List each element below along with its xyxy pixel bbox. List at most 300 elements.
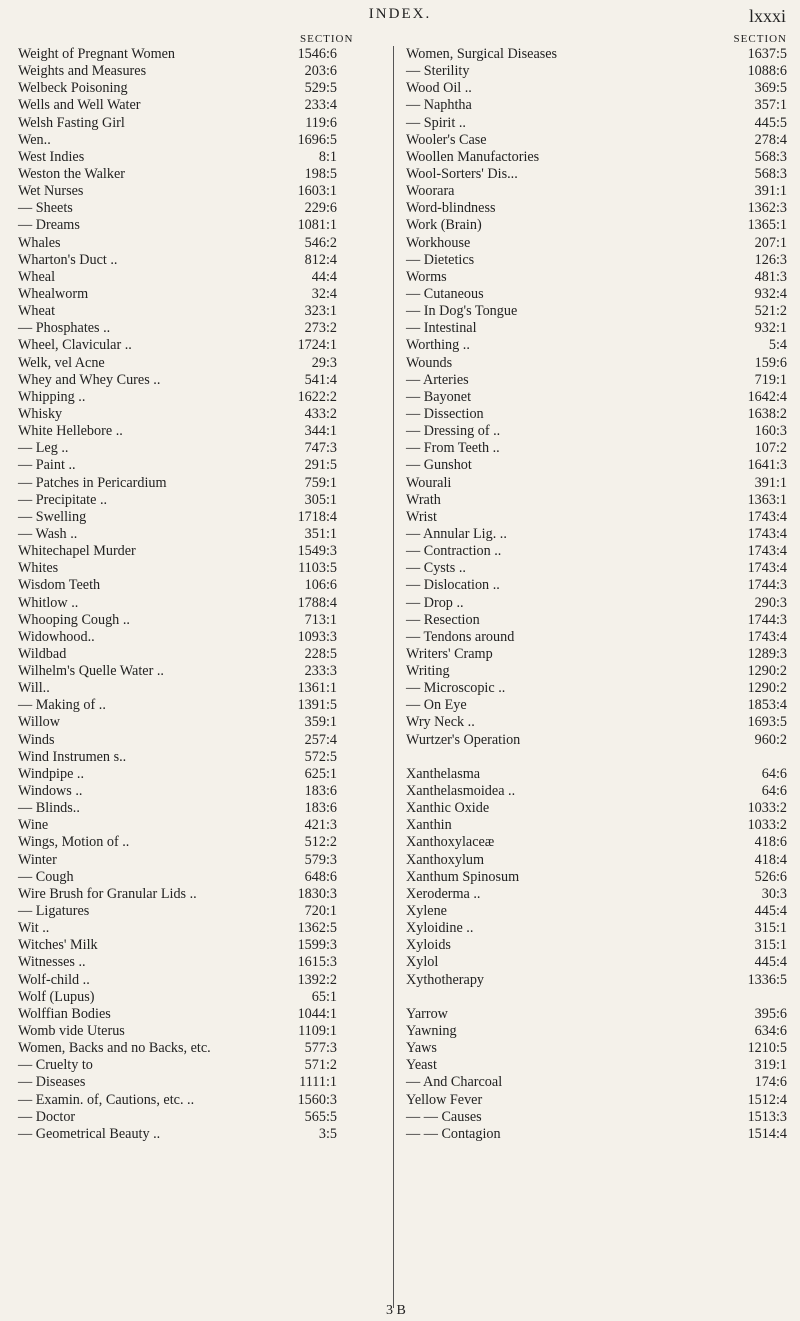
index-entry xyxy=(403,1092,793,1109)
entry-term: — Dietetics xyxy=(406,251,475,268)
index-entry xyxy=(0,475,385,492)
entry-term: — Paint .. xyxy=(18,457,76,474)
entry-term: Writing xyxy=(406,663,450,680)
entry-section-ref: 32:4 xyxy=(311,285,337,302)
index-entry xyxy=(403,269,793,286)
entry-section-ref: 290:3 xyxy=(754,594,787,611)
entry-section-ref: 228:5 xyxy=(304,645,337,662)
index-entry xyxy=(0,1109,385,1126)
entry-section-ref: 1289:3 xyxy=(747,645,787,662)
entry-section-ref: 1033:2 xyxy=(747,817,787,834)
entry-term: — Cruelty to xyxy=(18,1057,93,1074)
entry-term: Xyloidine .. xyxy=(406,920,474,937)
entry-section-ref: 1549:3 xyxy=(297,543,337,560)
entry-section-ref: 1512:4 xyxy=(747,1091,787,1108)
index-entry xyxy=(403,543,793,560)
index-entry xyxy=(0,595,385,612)
entry-term: Yawning xyxy=(406,1023,457,1040)
entry-section-ref: 30:3 xyxy=(761,885,787,902)
index-entry xyxy=(0,406,385,423)
entry-section-ref: 529:5 xyxy=(304,80,337,97)
entry-term: Witches' Milk xyxy=(18,937,98,954)
entry-term: Wire Brush for Granular Lids .. xyxy=(18,885,197,902)
index-entry xyxy=(403,132,793,149)
entry-term: Wolffian Bodies xyxy=(18,1005,111,1022)
entry-term: — Microscopic .. xyxy=(406,680,506,697)
index-entry xyxy=(0,149,385,166)
entry-section-ref: 1638:2 xyxy=(747,405,787,422)
entry-section-ref: 391:1 xyxy=(754,474,787,491)
index-entry xyxy=(403,834,793,851)
index-entry xyxy=(0,1126,385,1143)
entry-term: — — Causes xyxy=(406,1108,482,1125)
index-entry xyxy=(403,577,793,594)
entry-term: Wrist xyxy=(406,508,437,525)
entry-term: White Hellebore .. xyxy=(18,423,123,440)
entry-section-ref: 315:1 xyxy=(754,920,787,937)
entry-term: — Precipitate .. xyxy=(18,491,108,508)
entry-section-ref: 1743:4 xyxy=(747,525,787,542)
entry-section-ref: 183:6 xyxy=(304,800,337,817)
entry-term: Wool-Sorters' Dis... xyxy=(406,165,518,182)
entry-term: — Examin. of, Cautions, etc. .. xyxy=(18,1091,195,1108)
entry-section-ref: 160:3 xyxy=(754,423,787,440)
index-entry xyxy=(403,852,793,869)
index-entry xyxy=(0,1092,385,1109)
entry-section-ref: 344:1 xyxy=(304,423,337,440)
entry-section-ref: 418:4 xyxy=(754,851,787,868)
entry-section-ref: 565:5 xyxy=(304,1108,337,1125)
entry-term: Wine xyxy=(18,817,49,834)
index-entry xyxy=(0,1040,385,1057)
entry-term: Wilhelm's Quelle Water .. xyxy=(18,663,164,680)
entry-section-ref: 1093:3 xyxy=(297,628,337,645)
entry-term: — Wash .. xyxy=(18,525,78,542)
entry-section-ref: 395:6 xyxy=(754,1005,787,1022)
entry-section-ref: 1642:4 xyxy=(747,388,787,405)
index-entry xyxy=(403,766,793,783)
index-entry xyxy=(0,166,385,183)
index-entry xyxy=(403,1023,793,1040)
entry-term: — Dislocation .. xyxy=(406,577,500,594)
entry-section-ref: 1365:1 xyxy=(747,217,787,234)
index-entry xyxy=(403,63,793,80)
entry-term: Whisky xyxy=(18,405,63,422)
section-column-header: SECTION xyxy=(300,33,354,45)
index-entry xyxy=(403,372,793,389)
entry-term: — In Dog's Tongue xyxy=(406,303,518,320)
entry-term: Whealworm xyxy=(18,285,89,302)
entry-section-ref: 391:1 xyxy=(754,183,787,200)
entry-section-ref: 481:3 xyxy=(754,268,787,285)
index-entry xyxy=(0,355,385,372)
entry-term: Wheal xyxy=(18,268,56,285)
entry-section-ref: 1743:4 xyxy=(747,508,787,525)
entry-term: — Naphtha xyxy=(406,97,472,114)
index-entry xyxy=(0,183,385,200)
entry-section-ref: 1718:4 xyxy=(297,508,337,525)
entry-term: — Blinds.. xyxy=(18,800,80,817)
index-entry xyxy=(0,989,385,1006)
entry-term: Yarrow xyxy=(406,1005,448,1022)
entry-section-ref: 1336:5 xyxy=(747,971,787,988)
entry-section-ref: 5:4 xyxy=(768,337,787,354)
index-entry xyxy=(403,97,793,114)
entry-term: Welk, vel Acne xyxy=(18,354,105,371)
entry-section-ref: 546:2 xyxy=(304,234,337,251)
index-entry xyxy=(0,1057,385,1074)
entry-term: — — Contagion xyxy=(406,1125,501,1142)
index-entry xyxy=(0,132,385,149)
index-entry xyxy=(0,200,385,217)
entry-term: Wheat xyxy=(18,303,56,320)
page-number: lxxxi xyxy=(748,6,786,26)
index-entry xyxy=(403,1126,793,1143)
entry-term: Winter xyxy=(18,851,57,868)
entry-term: West Indies xyxy=(18,148,85,165)
index-entry xyxy=(403,1006,793,1023)
entry-section-ref: 526:6 xyxy=(754,868,787,885)
entry-section-ref: 119:6 xyxy=(305,114,337,131)
index-entry xyxy=(0,372,385,389)
index-entry xyxy=(0,903,385,920)
index-entry xyxy=(0,800,385,817)
entry-term: Word-blindness xyxy=(406,200,496,217)
entry-section-ref: 512:2 xyxy=(304,834,337,851)
index-entry xyxy=(403,937,793,954)
index-entry xyxy=(403,972,793,989)
entry-term: Yaws xyxy=(406,1040,437,1057)
entry-section-ref: 1560:3 xyxy=(297,1091,337,1108)
index-entry xyxy=(0,852,385,869)
entry-term: — Doctor xyxy=(18,1108,76,1125)
entry-term: — Ligatures xyxy=(18,903,90,920)
index-entry xyxy=(403,612,793,629)
index-entry xyxy=(0,732,385,749)
index-entry xyxy=(403,697,793,714)
entry-section-ref: 1362:3 xyxy=(747,200,787,217)
entry-section-ref: 1546:6 xyxy=(297,46,337,62)
index-entry xyxy=(0,817,385,834)
index-entry xyxy=(403,115,793,132)
index-entry xyxy=(403,166,793,183)
entry-section-ref: 568:3 xyxy=(754,148,787,165)
index-entry xyxy=(0,97,385,114)
entry-term: — Making of .. xyxy=(18,697,106,714)
index-entry xyxy=(0,492,385,509)
entry-section-ref: 747:3 xyxy=(304,440,337,457)
entry-section-ref: 932:1 xyxy=(754,320,787,337)
entry-term: — Geometrical Beauty .. xyxy=(18,1125,161,1142)
entry-section-ref: 107:2 xyxy=(754,440,787,457)
entry-term: — Spirit .. xyxy=(406,114,466,131)
entry-term: Wood Oil .. xyxy=(406,80,472,97)
index-entry xyxy=(0,1074,385,1091)
index-entry xyxy=(0,457,385,474)
entry-term: Xanthelasmoidea .. xyxy=(406,783,516,800)
entry-term: — Dissection xyxy=(406,405,484,422)
index-entry xyxy=(0,337,385,354)
entry-term: Welsh Fasting Girl xyxy=(18,114,125,131)
index-entry xyxy=(403,406,793,423)
entry-term: Wurtzer's Operation xyxy=(406,731,521,748)
index-entry xyxy=(0,252,385,269)
entry-term: Will.. xyxy=(18,680,50,697)
entry-section-ref: 1044:1 xyxy=(297,1005,337,1022)
entry-section-ref: 568:3 xyxy=(754,165,787,182)
entry-section-ref: 1111:1 xyxy=(299,1074,337,1091)
page-title: INDEX. xyxy=(368,6,432,22)
index-entry xyxy=(403,954,793,971)
entry-section-ref: 577:3 xyxy=(304,1040,337,1057)
entry-section-ref: 315:1 xyxy=(754,937,787,954)
entry-section-ref: 1693:5 xyxy=(747,714,787,731)
entry-section-ref: 1724:1 xyxy=(297,337,337,354)
entry-section-ref: 174:6 xyxy=(754,1074,787,1091)
index-entry xyxy=(0,937,385,954)
entry-section-ref: 233:4 xyxy=(304,97,337,114)
index-entry xyxy=(403,526,793,543)
entry-term: — Annular Lig. .. xyxy=(406,525,507,542)
entry-term: — Cough xyxy=(18,868,74,885)
index-entry xyxy=(0,972,385,989)
entry-section-ref: 257:4 xyxy=(304,731,337,748)
entry-section-ref: 126:3 xyxy=(754,251,787,268)
entry-section-ref: 1622:2 xyxy=(297,388,337,405)
index-entry xyxy=(0,115,385,132)
entry-section-ref: 1109:1 xyxy=(298,1023,337,1040)
index-entry xyxy=(403,252,793,269)
index-entry xyxy=(0,423,385,440)
entry-section-ref: 183:6 xyxy=(304,783,337,800)
index-entry xyxy=(0,389,385,406)
index-entry xyxy=(403,749,793,766)
entry-term: Worms xyxy=(406,268,447,285)
entry-term: Whey and Whey Cures .. xyxy=(18,371,161,388)
entry-section-ref: 106:6 xyxy=(304,577,337,594)
entry-term: Work (Brain) xyxy=(406,217,482,234)
entry-section-ref: 1637:5 xyxy=(747,46,787,62)
entry-section-ref: 1853:4 xyxy=(747,697,787,714)
entry-section-ref: 1514:4 xyxy=(747,1125,787,1142)
index-entry xyxy=(403,80,793,97)
index-entry xyxy=(0,646,385,663)
index-entry xyxy=(0,834,385,851)
entry-term: Wolf-child .. xyxy=(18,971,90,988)
entry-term: Whitlow .. xyxy=(18,594,79,611)
entry-section-ref: 29:3 xyxy=(311,354,337,371)
entry-term: — On Eye xyxy=(406,697,467,714)
entry-term: Wry Neck .. xyxy=(406,714,475,731)
entry-section-ref: 1290:2 xyxy=(747,680,787,697)
entry-section-ref: 1513:3 xyxy=(747,1108,787,1125)
entry-list xyxy=(0,46,385,1143)
entry-section-ref: 421:3 xyxy=(304,817,337,834)
index-entry xyxy=(403,200,793,217)
index-entry xyxy=(403,509,793,526)
entry-term: Whipping .. xyxy=(18,388,86,405)
index-entry xyxy=(403,440,793,457)
entry-term: Women, Surgical Diseases xyxy=(406,46,558,62)
index-entry xyxy=(403,817,793,834)
index-entry xyxy=(0,680,385,697)
entry-section-ref: 1743:4 xyxy=(747,628,787,645)
entry-term: — Contraction .. xyxy=(406,543,502,560)
entry-section-ref: 1743:4 xyxy=(747,560,787,577)
entry-section-ref: 369:5 xyxy=(754,80,787,97)
index-entry xyxy=(0,663,385,680)
index-entry xyxy=(0,543,385,560)
entry-term: Winds xyxy=(18,731,55,748)
entry-section-ref: 1210:5 xyxy=(747,1040,787,1057)
entry-section-ref: 1033:2 xyxy=(747,800,787,817)
index-entry xyxy=(403,869,793,886)
entry-term: Xanthum Spinosum xyxy=(406,868,520,885)
entry-section-ref: 713:1 xyxy=(304,611,337,628)
entry-section-ref: 1744:3 xyxy=(747,577,787,594)
index-entry xyxy=(403,920,793,937)
index-entry xyxy=(0,920,385,937)
index-entry xyxy=(403,303,793,320)
entry-term: Wit .. xyxy=(18,920,50,937)
entry-term: Witnesses .. xyxy=(18,954,86,971)
index-entry xyxy=(403,320,793,337)
entry-section-ref: 625:1 xyxy=(304,765,337,782)
index-entry xyxy=(403,800,793,817)
entry-section-ref: 323:1 xyxy=(304,303,337,320)
entry-section-ref: 1361:1 xyxy=(297,680,337,697)
entry-section-ref: 198:5 xyxy=(304,165,337,182)
entry-term: Xyloids xyxy=(406,937,451,954)
index-entry xyxy=(0,577,385,594)
entry-section-ref: 812:4 xyxy=(304,251,337,268)
entry-term: — Drop .. xyxy=(406,594,464,611)
entry-section-ref: 1290:2 xyxy=(747,663,787,680)
index-entry xyxy=(0,954,385,971)
entry-term: Woorara xyxy=(406,183,455,200)
index-entry xyxy=(403,629,793,646)
entry-term: Wind Instrumen s.. xyxy=(18,748,127,765)
entry-section-ref: 291:5 xyxy=(304,457,337,474)
index-entry xyxy=(403,903,793,920)
entry-section-ref: 3:5 xyxy=(318,1125,337,1142)
index-entry xyxy=(403,475,793,492)
index-entry xyxy=(0,612,385,629)
section-column-header: SECTION xyxy=(733,33,787,45)
entry-section-ref: 357:1 xyxy=(754,97,787,114)
entry-section-ref: 1599:3 xyxy=(297,937,337,954)
entry-section-ref: 1830:3 xyxy=(297,885,337,902)
entry-section-ref: 1744:3 xyxy=(747,611,787,628)
entry-section-ref: 648:6 xyxy=(304,868,337,885)
entry-section-ref: 273:2 xyxy=(304,320,337,337)
index-entry xyxy=(0,63,385,80)
index-entry xyxy=(0,286,385,303)
entry-section-ref: 65:1 xyxy=(311,988,337,1005)
index-entry xyxy=(0,629,385,646)
entry-section-ref: 541:4 xyxy=(304,371,337,388)
entry-term: Worthing .. xyxy=(406,337,470,354)
entry-term: Wildbad xyxy=(18,645,67,662)
signature-mark: 3 B xyxy=(386,1303,406,1318)
entry-term: — Intestinal xyxy=(406,320,477,337)
entry-section-ref: 64:6 xyxy=(761,765,787,782)
entry-term: Wooler's Case xyxy=(406,131,487,148)
entry-section-ref: 1603:1 xyxy=(297,183,337,200)
index-entry xyxy=(403,423,793,440)
entry-section-ref: 1362:5 xyxy=(297,920,337,937)
entry-term: Yeast xyxy=(406,1057,437,1074)
entry-term: Wheel, Clavicular .. xyxy=(18,337,132,354)
entry-term: — And Charcoal xyxy=(406,1074,503,1091)
index-entry xyxy=(403,149,793,166)
index-entry xyxy=(0,886,385,903)
entry-section-ref: 1615:3 xyxy=(297,954,337,971)
index-entry xyxy=(0,80,385,97)
entry-term: Xanthoxylaceæ xyxy=(406,834,495,851)
index-entry xyxy=(403,1040,793,1057)
entry-term: — Sterility xyxy=(406,63,470,80)
entry-term: Wells and Well Water xyxy=(18,97,141,114)
entry-term: Whales xyxy=(18,234,61,251)
entry-term: Wrath xyxy=(406,491,441,508)
entry-term: Workhouse xyxy=(406,234,471,251)
entry-section-ref: 359:1 xyxy=(304,714,337,731)
entry-section-ref: 1363:1 xyxy=(747,491,787,508)
entry-section-ref: 207:1 xyxy=(754,234,787,251)
index-entry xyxy=(403,355,793,372)
index-entry xyxy=(403,560,793,577)
index-entry xyxy=(403,183,793,200)
entry-term: — Dreams xyxy=(18,217,80,234)
index-entry xyxy=(0,766,385,783)
index-entry xyxy=(403,714,793,731)
entry-section-ref: 159:6 xyxy=(754,354,787,371)
entry-section-ref: 720:1 xyxy=(304,903,337,920)
index-entry xyxy=(403,886,793,903)
entry-term: Wourali xyxy=(406,474,452,491)
entry-term: Wolf (Lupus) xyxy=(18,988,95,1005)
entry-section-ref: 418:6 xyxy=(754,834,787,851)
entry-term: Welbeck Poisoning xyxy=(18,80,128,97)
entry-term: Weston the Walker xyxy=(18,165,125,182)
entry-term: Xylol xyxy=(406,954,439,971)
index-entry xyxy=(0,46,385,63)
entry-term: Windows .. xyxy=(18,783,83,800)
index-entry xyxy=(0,714,385,731)
entry-term: — Leg .. xyxy=(18,440,69,457)
index-entry xyxy=(403,646,793,663)
entry-term: Whitechapel Murder xyxy=(18,543,136,560)
entry-section-ref: 1392:2 xyxy=(297,971,337,988)
index-entry xyxy=(0,526,385,543)
entry-term: Wisdom Teeth xyxy=(18,577,101,594)
entry-section-ref: 229:6 xyxy=(304,200,337,217)
index-entry xyxy=(0,697,385,714)
entry-section-ref: 445:5 xyxy=(754,114,787,131)
index-entry xyxy=(0,320,385,337)
index-entry xyxy=(403,337,793,354)
entry-term: Whites xyxy=(18,560,59,577)
index-entry xyxy=(0,783,385,800)
entry-section-ref: 351:1 xyxy=(304,525,337,542)
entry-term: Xylene xyxy=(406,903,447,920)
entry-section-ref: 433:2 xyxy=(304,405,337,422)
entry-term: — Cutaneous xyxy=(406,285,484,302)
entry-section-ref: 305:1 xyxy=(304,491,337,508)
entry-term: Xanthoxylum xyxy=(406,851,485,868)
index-entry xyxy=(0,1006,385,1023)
